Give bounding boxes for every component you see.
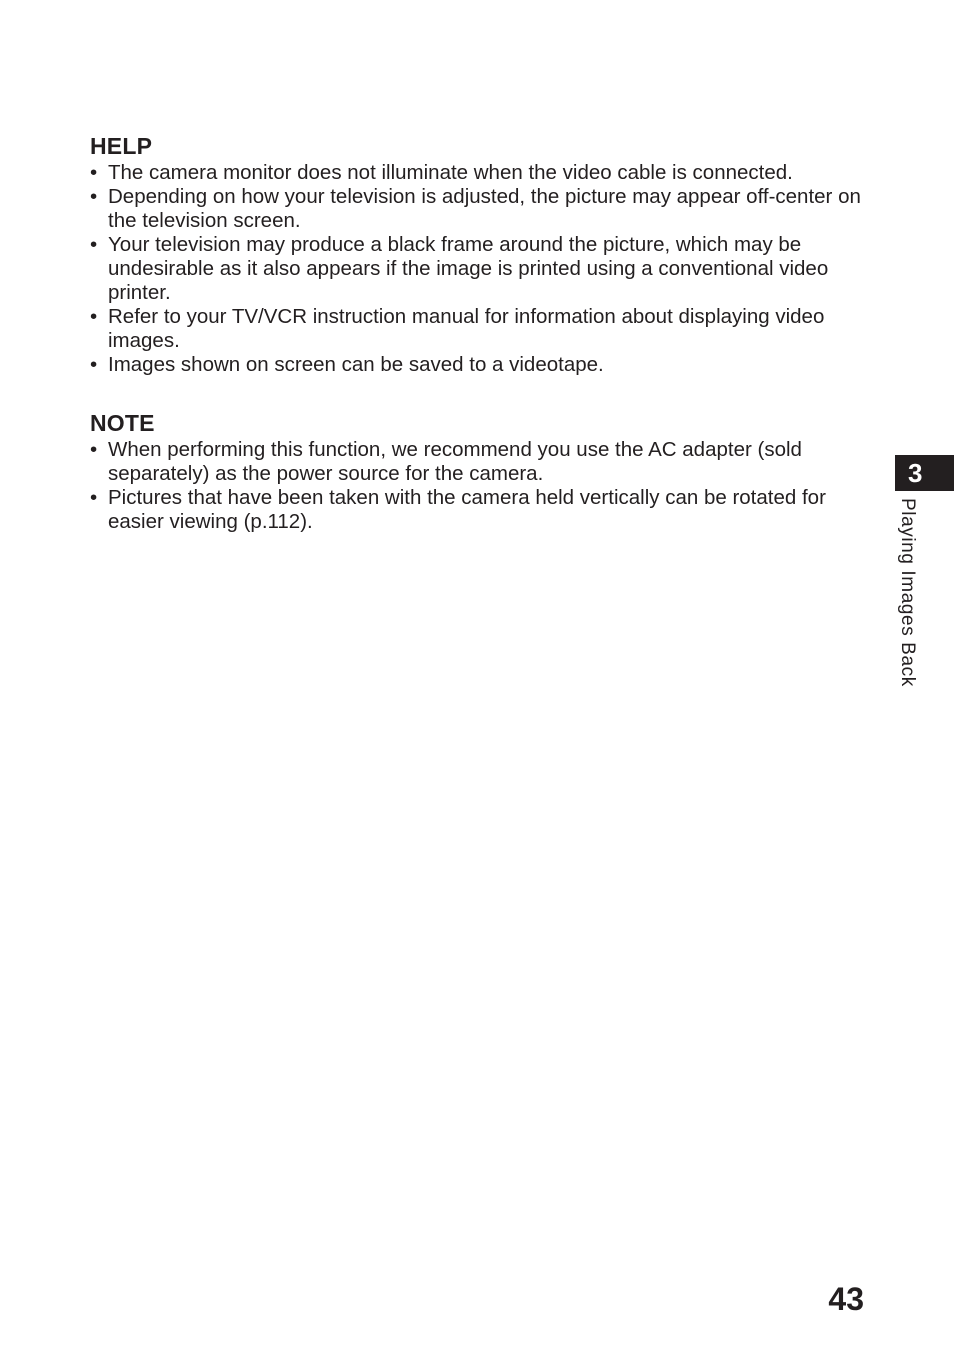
page-number: 43 (828, 1281, 864, 1317)
note-list (90, 438, 870, 534)
help-item: • Depending on how your television is adjusted, the picture may appear off-center on the television screen. (90, 185, 870, 233)
help-item: • Your television may produce a black frame around the picture, which may be undesirable as it also appears if the image is printed using a conventional video printer. (90, 233, 870, 305)
chapter-title: Playing Images Back (897, 498, 918, 687)
chapter-tab: 3 (895, 455, 954, 491)
help-list (90, 161, 870, 377)
help-section (90, 131, 870, 377)
help-item: • Refer to your TV/VCR instruction manual for information about displaying video images. (90, 305, 870, 353)
note-item: • Pictures that have been taken with the camera held vertically can be rotated for easier viewing (p.112). (90, 486, 870, 534)
help-item: • The camera monitor does not illuminate when the video cable is connected. (90, 161, 870, 185)
help-item: • Images shown on screen can be saved to a videotape. (90, 353, 870, 377)
note-heading: NOTE (90, 410, 155, 436)
help-heading: HELP (90, 133, 153, 159)
note-section (90, 408, 870, 534)
note-item: • When performing this function, we recommend you use the AC adapter (sold separately) as the power source for the camera. (90, 438, 870, 486)
